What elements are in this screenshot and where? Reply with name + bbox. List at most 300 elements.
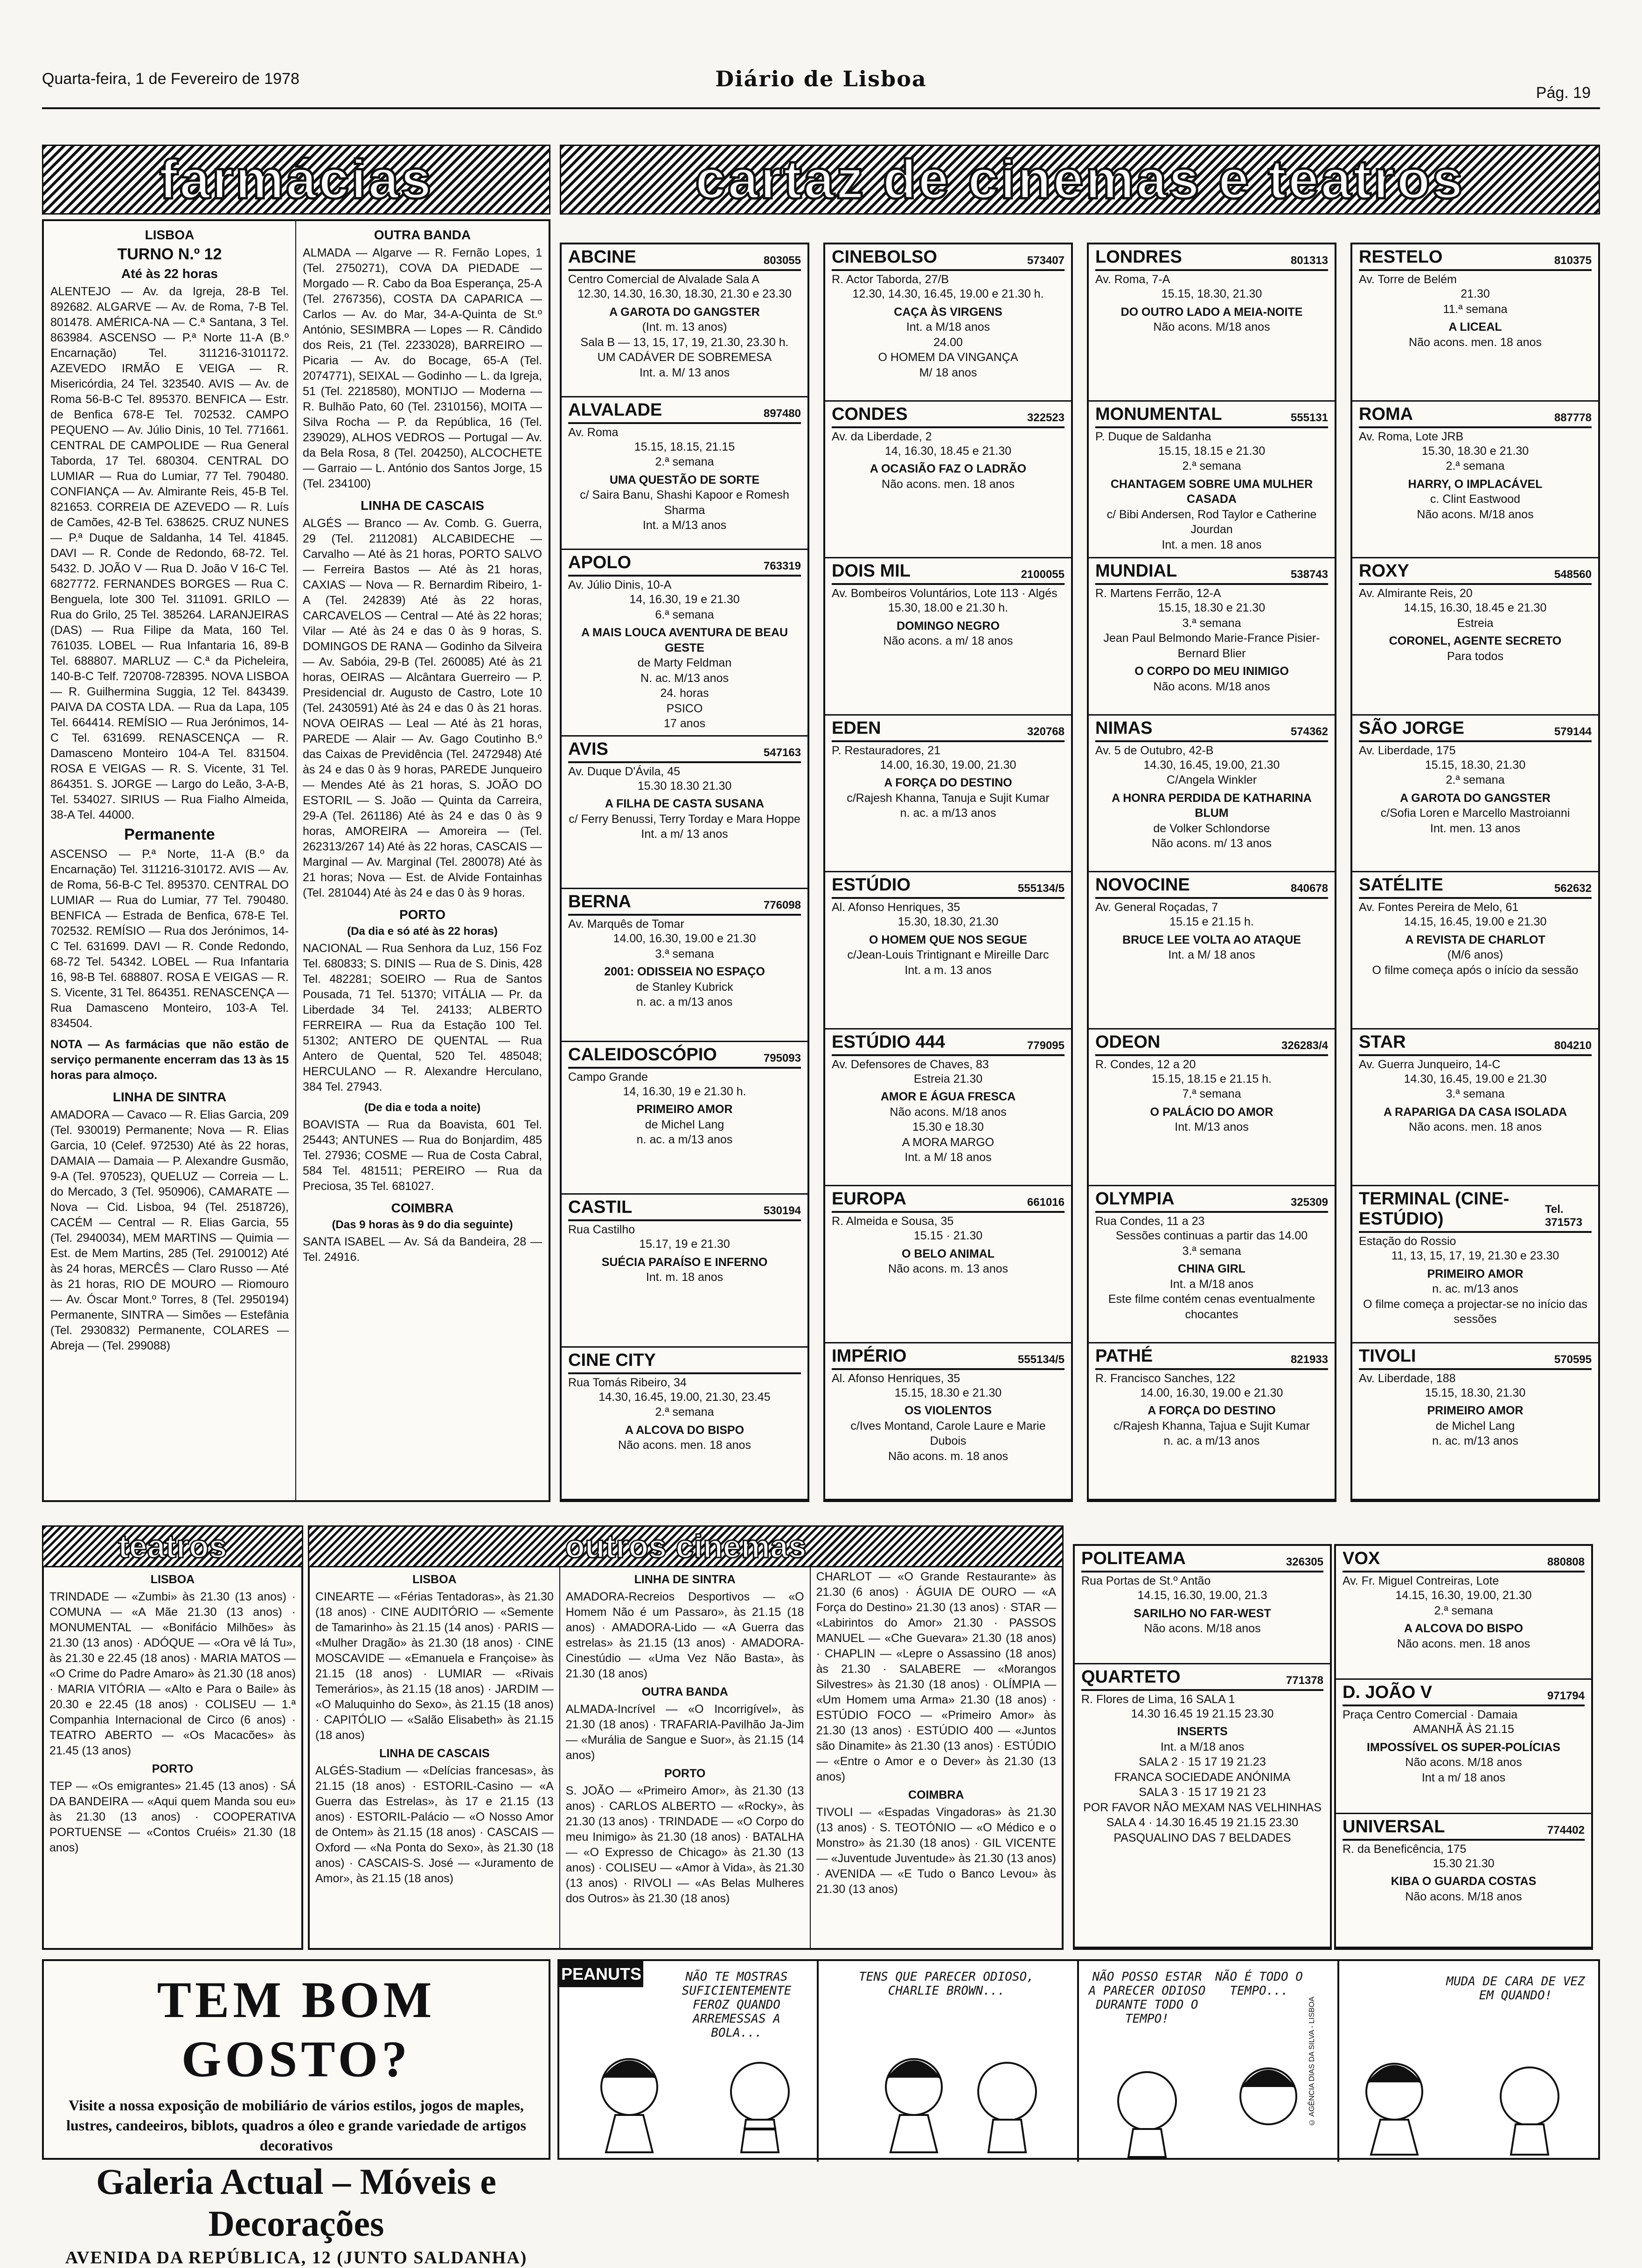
other-cinemas-box [308,1567,1064,1950]
cinema-header [1343,1817,1585,1841]
cinema-phone: 570595 [1554,1353,1592,1366]
cinema-phone: 804210 [1554,1039,1592,1052]
film-details: POR FAVOR NÃO MEXAM NAS VELHINHAS [1083,1801,1322,1814]
film-title: AMOR E ÁGUA FRESCA [880,1090,1016,1103]
film-title: A FILHA DE CASTA SUSANA [605,797,765,810]
session-times: 15.30 21.30 [1433,1857,1495,1870]
charlie-brown-figure [731,2063,789,2152]
cinema-column [1334,1544,1593,1950]
cinema-column [823,243,1073,1502]
film-details: Int. a M/18 anos [1169,1277,1254,1291]
film-title: PRIMEIRO AMOR [1427,1404,1524,1417]
cinema-header [1095,1032,1328,1056]
cinema-listing [562,1348,807,1501]
cinema-name: ROMA [1359,404,1413,424]
film-details: Não acons. m/ 13 anos [1151,837,1272,850]
session-times: 2.ª semana [655,1405,714,1419]
cinema-address: Av. da Liberdade, 2 [832,430,932,443]
film-details: Int. men. 13 anos [1430,821,1521,835]
film-details: Não acons. men. 18 anos [882,477,1015,491]
speech-bubble-1: NÃO TE MOSTRAS SUFICIENTEMENTE FEROZ QUANDO ARREMESSAS A BOLA... [682,1970,792,2040]
cinema-address: R. da Beneficência, 175 [1343,1842,1467,1856]
session-times: 7.ª semana [1182,1087,1241,1100]
theatres-banner [42,1525,303,1567]
film-title: UMA QUESTÃO DE SORTE [609,473,760,487]
closing-note: NOTA — As farmácias que não estão de serviço permanente encerram das 13 às 15 horas para almoço. [50,1038,289,1082]
cinema-listing [1352,244,1598,402]
session-times: 6.ª semana [655,608,714,621]
cinema-phone: 776098 [763,899,801,911]
cinema-phone: 320768 [1027,725,1065,738]
film-details: n. ac. m/13 anos [1432,1282,1518,1295]
cinema-listing [1352,872,1598,1030]
cinema-name: APOLO [568,553,632,572]
film-details: O filme começa após o início da sessão [1372,963,1579,977]
film-details: Não acons. M/18 anos [1417,508,1534,521]
session-times: 3.ª semana [1182,1244,1241,1258]
cinema-phone: Tel. 371573 [1545,1203,1583,1229]
film-details: Não acons. men. 18 anos [1409,335,1542,349]
cinema-name: RESTELO [1359,247,1443,267]
film-details: Int a m/ 18 anos [1421,1771,1506,1784]
cinema-phone: 322523 [1027,411,1065,424]
session-times: 15.15, 18.30 e 21.30 [1158,601,1266,614]
cinema-phone: 574362 [1290,725,1328,738]
cinema-listing [1352,1030,1598,1187]
cinema-header [568,1045,801,1069]
cinema-listing [1352,558,1598,716]
cinema-listing [1089,716,1335,873]
film-details: Int. a M/ 18 anos [904,1151,992,1164]
session-times: Jean Paul Belmondo Marie-France Pisier-Bernard Blier [1103,632,1320,660]
advert-text: Visite a nossa exposição de mobiliário de vários estilos, jogos de maples, lustres, candeeiros, biblots, quadros a óleo e grande variedade de artigos decorativos [66,2097,526,2154]
cinema-phone: 774402 [1547,1823,1585,1837]
cinema-address: R. Condes, 12 a 20 [1095,1057,1196,1071]
film-title: O BELO ANIMAL [901,1247,995,1260]
film-title: O HOMEM QUE NOS SEGUE [869,933,1027,946]
film-title: SARILHO NO FAR-WEST [1134,1607,1271,1620]
film-title: A RAPARIGA DA CASA ISOLADA [1383,1105,1567,1119]
film-details: c/Jean-Louis Trintignant e Mireille Darc [847,948,1049,961]
cinema-name: ABCINE [568,247,636,267]
cinema-name: NIMAS [1095,718,1153,738]
film-details: Não acons. men. 18 anos [1397,1637,1530,1650]
cinema-name: IMPÉRIO [832,1346,907,1366]
session-times: Sessões continuas a partir das 14.00 [1115,1229,1308,1242]
session-times: 11.ª semana [1443,302,1508,316]
furniture-advert [42,1959,550,2268]
film-title: A OCASIÃO FAZ O LADRÃO [870,462,1027,475]
cinema-phone: 547163 [763,746,801,759]
session-times: 14.30, 16.45, 19.00 e 21.30 [1404,1072,1547,1085]
film-details: M/ 18 anos [919,366,977,379]
cinema-header [1095,561,1328,585]
cinema-phone: 840678 [1290,882,1328,895]
others-cascais-list: ALGÉS-Stadium — «Delícias francesas», às 21.15 (18 anos) · ESTORIL-Casino — «A Guerra das Estrelas», às 17 e 21.15 (13 anos) · ESTORIL-Palácio — «O Nosso Amor de Ontem» às 21.15 (18 anos) · CASCAIS — Oxford — «Na Ponta do Sexo», às 21.30 (18 anos) · CASCAIS-S. José — «Juramento de Amor», às 21.15 (18 anos) [315,1764,554,1885]
film-details: 17 anos [664,717,705,730]
cinema-phone: 971794 [1547,1690,1585,1703]
cinema-address: Av. Roma, 7-A [1095,273,1170,286]
cinema-listing [825,872,1071,1030]
session-times: 15.15, 18.30, 21.30 [1425,758,1526,772]
session-times: 14.00, 16.30, 19.00 e 21.30 [613,932,756,945]
charlie-brown-figure-2 [978,2063,1036,2152]
cinema-listing [1336,1546,1591,1680]
porto-heading: PORTO [399,907,446,922]
cinema-header [832,1189,1065,1213]
film-title: HARRY, O IMPLACÁVEL [1408,477,1543,491]
session-times: AMANHÃ ÀS 21.15 [1413,1723,1514,1736]
film-title: A GAROTA DO GANGSTER [609,305,760,319]
session-times: 11, 13, 15, 17, 19, 21.30 e 23.30 [1391,1249,1559,1262]
session-times: C/Angela Winkler [1166,773,1257,786]
cinema-phone: 795093 [763,1051,801,1064]
charlie-brown-figure-4 [1501,2067,1559,2155]
peanuts-logo: PEANUTS [559,1961,643,1987]
film-details: Não acons. M/18 anos [1153,680,1270,693]
film-details: c/Rajesh Khanna, Tanuja e Sujit Kumar [847,791,1050,805]
others-coimbra-heading: COIMBRA [908,1788,964,1802]
film-title: A REVISTA DE CHARLOT [1405,933,1545,946]
film-details: O filme começa a projectar-se no início das sessões [1363,1297,1587,1326]
lucy-figure-2 [886,2059,942,2152]
comic-copyright: © AGÊNCIA DIAS DA SILVA - LISBOA [1308,1997,1316,2126]
cinemas-heading: cartaz de cinemas e teatros [695,149,1465,210]
film-details: c/Rajesh Khanna, Tajua e Sujit Kumar [1113,1419,1310,1433]
cinema-name: EDEN [832,718,881,738]
film-details: c/ Saira Banu, Shashi Kapoor e Romesh Sharma [580,488,789,517]
film-details: SALA 4 · 14.30 16.45 19 21.15 23.30 [1106,1816,1299,1830]
cinema-phone: 555134/5 [1017,882,1065,895]
film-title: CORONEL, AGENTE SECRETO [1389,634,1562,647]
session-times: 15.15, 18.30, 21.30 [1161,287,1262,300]
others-sintra-heading: LINHA DE SINTRA [634,1573,736,1586]
film-title: O CORPO DO MEU INIMIGO [1134,665,1289,678]
cinema-listing [1075,1546,1330,1664]
film-details: Não acons. m. 18 anos [888,1449,1009,1463]
others-lisboa-list: CINEARTE — «Férias Tentadoras», às 21.30 (18 anos) · CINE AUDITÓRIO — «Semente de Tamarinho» às 21.15 (14 anos) · PARIS — «Mulher Dragão» às 21.30 (18 anos) · CINE MOSCAVIDE — «Emanuela e Françoise» às 21.15 (18 anos) · LUMIAR — «Rivais Temerários», às 21.15 (18 anos) · JARDIM — «O Maluquinho do Sexo», às 21.15 (18 anos) · CAPITÓLIO — «Salão Elisabeth» às 21.15 (18 anos) [315,1590,554,1742]
film-title: PRIMEIRO AMOR [636,1103,733,1116]
cinema-name: CINE CITY [568,1350,656,1370]
film-details: SALA 2 · 15 17 19 21.23 [1139,1755,1266,1769]
theatres-lisboa-list: TRINDADE — «Zumbi» às 21.30 (13 anos) · COMUNA — «A Mãe 21.30 (13 anos) · MONUMENTAL — «Bonifácio Milhões» às 21.30 (13 anos) · ADÓQUE — «Ora vê lá Tu», às 21.30 e 22.45 (18 anos) · MARIA MATOS — «O Crime do Padre Amaro» às 21.30 (18 anos) · MARIA VITÓRIA — «Alto e Para o Baile» às 20.30 e 22.45 (18 anos) · COLISEU — 1.ª Companhia Internacional de Circo (6 anos) · TEATRO ABERTO — «Os Macacões» às 21.45 (13 anos) [49,1590,296,1757]
film-title: 2001: ODISSEIA NO ESPAÇO [604,965,765,978]
film-title: DOMINGO NEGRO [897,619,1000,633]
film-details: Não acons. M/18 anos [890,1105,1007,1119]
cinema-address: Av. Fontes Pereira de Melo, 61 [1359,901,1519,914]
cinema-listing [1352,402,1598,559]
cinema-header [1095,404,1328,428]
cinema-phone: 2100055 [1021,568,1065,581]
film-details: A MORA MARGO [902,1135,995,1149]
turno-number: TURNO N.º 12 [117,245,222,263]
porto-subheading: (Da dia e só até às 22 horas) [347,925,498,938]
film-details: c/Sofia Loren e Marcello Mastroianni [1380,807,1570,820]
cinema-phone: 887778 [1554,411,1592,424]
cinema-listing [562,889,807,1042]
film-details: Int. a men. 18 anos [1162,538,1262,551]
coimbra-subheading: (Das 9 horas às 9 do dia seguinte) [332,1218,513,1231]
film-details: Int. m. 18 anos [646,1271,724,1284]
film-details: N. ac. M/13 anos [640,671,729,685]
cinema-header [1095,1189,1328,1213]
film-details: Int. a M/13 anos [642,519,727,532]
session-times: 2.ª semana [655,455,714,468]
film-title: O PALÁCIO DO AMOR [1150,1105,1273,1119]
cinema-address: P. Duque de Saldanha [1095,430,1211,443]
cinema-listing [825,716,1071,873]
cinema-listing [1089,402,1335,559]
cinema-listing [562,737,807,890]
session-times: 15.15, 18.15 e 21.15 h. [1151,1072,1272,1085]
film-details: 24. horas [660,687,709,700]
cinema-address: R. Flores de Lima, 16 SALA 1 [1081,1692,1235,1706]
theatres-lisboa-heading: LISBOA [150,1573,195,1586]
cinema-header [568,739,801,763]
permanent-heading: Permanente [124,826,215,843]
film-details: Não acons. M/18 anos [1405,1890,1522,1903]
film-details: PASQUALINO DAS 7 BELDADES [1113,1831,1291,1844]
film-details: Não acons. men. 18 anos [1409,1120,1542,1134]
cinema-address: Estação do Rossio [1359,1235,1456,1248]
film-details: n. ac. a m/13 anos [636,1133,733,1146]
turno-hours: Até às 22 horas [121,266,218,281]
film-title: SUÉCIA PARAÍSO E INFERNO [601,1255,768,1269]
film-details: Int. a M/18 anos [906,320,990,334]
cinema-header [1081,1549,1323,1572]
film-details: Sala B — 13, 15, 17, 19, 21.30, 23.30 h. [580,335,789,349]
film-details: 24.00 [933,335,963,349]
permanent-pharmacies: ASCENSO — P.ª Norte, 11-A (B.º da Encarnação) Tel. 311216-310172. AVIS — Av. de Roma, 56-B-C Tel. 895370. CENTRAL DO LUMIAR — Rua do Lumiar, 77 Tel. 790480. BENFICA — Estrada de Benfica, 678-E Tel. 702532. REMÍSIO — Rua dos Jerónimos, 14-C Tel. 631699. DAVI — R. Conde Redondo, 68-72 Tel. 54342. LOBEL — Rua Infantaria 16, 98-B Tel. 688807. ROSA E VEIGAS — R. S. Vicente, 31 Tel. 864351. RENASCENÇA — Rua Damasceno Monteiro, 103-A Tel. 834504. [50,848,289,1030]
cinema-header [568,1350,801,1374]
comic-drawings [559,1961,1602,2162]
banda-heading: OUTRA BANDA [374,228,471,242]
cinema-listing [562,1042,807,1195]
cinema-listing [1336,1814,1591,1948]
cinema-name: ROXY [1359,561,1409,581]
film-title: A HONRA PERDIDA DE KATHARINA BLUM [1112,791,1312,820]
film-details: n. ac. a m/13 anos [636,995,733,1009]
others-porto-list: S. JOÃO — «Primeiro Amor», às 21.30 (13 anos) · CARLOS ALBERTO — «Rocky», às 21.30 (13 anos) · TRINDADE — «O Corpo do meu Inimigo» às 21.30 (18 anos) · BATALHA — «O Expresso de Chicago» às 21.30 (13 anos) · COLISEU — «Amor à Vida», às 21.30 (13 anos) · RIVOLI — «As Belas Mulheres dos Outros» às 21.30 (18 anos) [565,1784,804,1905]
speech-bubble-4: NÃO É TODO O TEMPO... [1215,1970,1303,1998]
masthead [42,56,1600,109]
lisboa-heading: LISBOA [145,228,195,242]
cinema-listing [1352,1186,1598,1343]
pharmacies-heading: farmácias [159,149,433,210]
session-times: 14, 16.30, 18.45 e 21.30 [884,444,1012,458]
cinema-header [832,875,1065,899]
session-times: 2.ª semana [1182,459,1241,473]
cinema-name: POLITEAMA [1081,1549,1186,1568]
film-details: de Stanley Kubrick [636,980,733,994]
cinema-address: R. Actor Taborda, 27/B [832,273,949,286]
pharmacies-banner [42,145,550,215]
session-times: 15.30 18.30 21.30 [637,779,732,793]
session-times: 15.15, 18.15, 21.15 [634,440,735,453]
pharmacy-listing [42,219,550,1502]
session-times: 14.00, 16.30, 19.00, 21.30 [880,758,1016,772]
cinema-name: CONDES [832,404,908,424]
cinema-name: ODEON [1095,1032,1161,1052]
cinema-name: DOIS MIL [832,561,911,581]
film-details: Int. a M/ 18 anos [1168,948,1255,961]
cinema-column [1087,243,1336,1502]
cinema-address: Praça Centro Comercial · Damaia [1343,1708,1518,1722]
cinema-header [568,1197,801,1221]
cinema-address: Av. Roma, Lote JRB [1359,430,1464,443]
cinema-phone: 880808 [1547,1556,1585,1568]
pharmacy-col-left [44,221,296,1500]
issue-date: Quarta-feira, 1 de Fevereiro de 1978 [42,70,299,88]
film-details: UM CADÁVER DE SOBREMESA [597,351,772,364]
cinema-listing [825,1030,1071,1187]
cascais-heading: LINHA DE CASCAIS [361,498,484,513]
banda-pharmacies: ALMADA — Algarve — R. Fernão Lopes, 1 (Tel. 2750271), COVA DA PIEDADE — Morgado — R. Cabo da Boa Esperança, 25-A (Tel. 2767356), COSTA DA CAPARICA — Carlos — Av. do Mar, 34-A-Quinta de St.º António, SESIMBRA — Lopes — R. Cândido dos Reis, 21 (Tel. 2233028), BARREIRO — Picaria — Av. do Bocage, 65-A (Tel. 2074771), SEIXAL — Godinho — L. da Igreja, 51 (Tel. 2218580), MONTIJO — Moderna — R. Bulhão Pato, 60 (Tel. 2310156), MOITA — Silva Rocha — P. da República, 16 (Tel. 239029), ALHOS VEDROS — Portugal — Av. da Bela Rosa, 8 (Tel. 204250), ALCOCHETE — Garraio — L. António dos Santos Jorge, 15 (Tel. 234100) [303,246,542,490]
cinema-address: Av. Guerra Junqueiro, 14-C [1359,1057,1501,1071]
session-times: 15.30, 18.00 e 21.30 h. [888,601,1009,614]
cinema-phone: 801313 [1290,254,1328,267]
session-times: 3.ª semana [1182,616,1241,630]
session-times: 14.15, 16.45, 19.00 e 21.30 [1404,915,1547,928]
cinema-name: OLYMPIA [1095,1189,1175,1209]
cinema-header [1359,247,1592,271]
cinema-listing [825,558,1071,716]
cinema-header [832,561,1065,585]
session-times: 2.ª semana [1434,1604,1493,1617]
cinema-name: SÃO JORGE [1359,718,1464,738]
film-details: Este filme contém cenas eventualmente chocantes [1108,1293,1315,1321]
film-details: Não acons. M/18 anos [1153,320,1270,334]
cinema-name: BERNA [568,892,632,911]
others-banda-heading: OUTRA BANDA [641,1685,728,1698]
speech-bubble-2: TENS QUE PARECER ODIOSO, CHARLIE BROWN... [859,1970,1034,1998]
cinema-header [1343,1683,1585,1706]
film-details: 15.30 e 18.30 [912,1120,984,1134]
session-times: 15.15 e 21.15 h. [1169,915,1254,928]
cinema-listing [1089,1030,1335,1187]
cinema-header [568,553,801,577]
cinema-address: Centro Comercial de Alvalade Sala A [568,273,759,286]
film-details: Não acons. m. 13 anos [888,1262,1009,1275]
film-title: OS VIOLENTOS [904,1404,992,1417]
coimbra-heading: COIMBRA [391,1201,454,1215]
cinema-name: VOX [1343,1549,1380,1568]
cinema-phone: 661016 [1027,1196,1065,1209]
cinema-address: Al. Afonso Henriques, 35 [832,1371,960,1385]
cinema-address: Av. Torre de Belém [1359,273,1457,286]
cinema-header [1359,1346,1592,1370]
cinema-name: UNIVERSAL [1343,1816,1445,1837]
cinema-address: Av. Marquês de Tomar [568,918,684,931]
cinema-address: Rua Portas de St.º Antão [1081,1574,1211,1587]
session-times: 15.30, 18.30 e 21.30 [1421,444,1529,458]
theatres-porto-heading: PORTO [152,1762,194,1775]
film-title: A ALCOVA DO BISPO [625,1423,744,1437]
cinema-address: R. Almeida e Sousa, 35 [832,1215,954,1228]
cinema-address: Rua Castilho [568,1223,635,1236]
cinema-header [1359,561,1592,585]
others-lisboa-heading: LISBOA [412,1573,457,1586]
cinema-header [568,400,801,424]
page-number: Pág. 19 [1536,84,1591,102]
cinema-address: Av. Almirante Reis, 20 [1359,587,1473,600]
film-details: PSICO [666,702,703,715]
cinema-address: Av. Roma [568,425,619,439]
charlie-brown-figure-3 [1118,2072,1176,2157]
cinema-column [1073,1544,1332,1950]
cinema-address: Av. Júlio Dinis, 10-A [568,578,672,591]
cinema-header [1081,1667,1323,1691]
film-details: n. ac. m/13 anos [1432,1434,1518,1447]
film-details: Não acons. a m/ 18 anos [883,634,1013,647]
session-times: 15.15, 18.30 e 21.30 [894,1386,1002,1399]
cinema-name: CALEIDOSCÓPIO [568,1044,717,1064]
film-details: Não acons. men. 18 anos [618,1439,751,1452]
cinema-name: ALVALADE [568,400,662,420]
theatres-heading: teatros [118,1528,227,1565]
cinema-header [1095,718,1328,742]
session-times: 14.00, 16.30, 19.00 e 21.30 [1140,1386,1283,1399]
cinema-header [832,718,1065,742]
cinema-phone: 530194 [763,1204,801,1217]
cinema-name: MONUMENTAL [1095,404,1222,424]
session-times: 2.ª semana [1446,773,1505,786]
cinema-listing [1089,244,1335,402]
lucy-figure [601,2059,657,2152]
film-details: c. Clint Eastwood [1430,493,1521,506]
session-times: 12.30, 14.30, 16.30, 18.30, 21.30 e 23.30 [577,287,792,300]
cinema-phone: 579144 [1554,725,1592,738]
cinema-phone: 771378 [1286,1674,1323,1687]
cinema-name: TERMINAL (CINE-ESTÚDIO) [1359,1189,1510,1229]
session-times: 14.30 16.45 19 21.15 23.30 [1131,1707,1274,1720]
film-title: DO OUTRO LADO A MEIA-NOITE [1120,305,1303,319]
film-title: A MAIS LOUCA AVENTURA DE BEAU GESTE [581,626,788,654]
cinema-header [832,1032,1065,1056]
film-title: CHINA GIRL [1178,1262,1245,1275]
cinema-listing [1089,872,1335,1030]
cinema-name: ESTÚDIO [832,875,911,895]
cinema-header [1359,718,1592,742]
sintra-pharmacies: AMADORA — Cavaco — R. Elias Garcia, 209 (Tel. 930019) Permanente; Nova — R. Elias Garcia, 10 (Celef. 972530) Até às 22 horas, DAMAIA — Damaia — P. Alexandre Gusmão, 9-A (Tel. 970523), QUELUZ — Correia — L. do Mercado, 3 (Tel. 950906), CAMARATE — Nova — Cid. Lisboa, 94 (Tel. 2518726), CACÉM — Central — R. Elias Garcia, 55 (Tel. 2940034), MEM MARTINS — Quimia — Est. de Mem Martins, 285 (Tel. 2910012) Até às 24 horas, MERCÊS — Claro Russo — Até às 21 horas, RIO DE MOURO — Riomouro — Av. Óscar Mont.º Torres, 8 (Tel. 2950194) Permanente, SINTRA — Simões — Estefânia (Tel. 2930832) Permanente, COLARES — Abreja — (Tel. 299088) [50,1108,289,1352]
film-details: de Marty Feldman [637,656,732,669]
others-cascais-heading: LINHA DE CASCAIS [379,1747,490,1760]
film-details: Int. a. M/ 13 anos [639,366,730,379]
cinema-name: PATHÉ [1095,1346,1153,1366]
others-banda-list: ALMADA-Incrível — «O Incorrigível», às 21.30 (18 anos) · TRAFARIA-Pavilhão Ja-Jim — «Murália de Sangue e Suor», às 21.15 (14 anos) [565,1703,804,1762]
film-details: Não acons. M/18 anos [1144,1622,1261,1635]
cinema-name: STAR [1359,1032,1406,1052]
others-porto-heading: PORTO [664,1767,706,1780]
advert-name: Galeria Actual – Móveis e Decorações [96,2161,496,2244]
film-details: c/Ives Montand, Carole Laure e Marie Dubois [850,1419,1046,1447]
cinema-name: NOVOCINE [1095,875,1190,895]
film-details: Não acons. M/18 anos [1405,1756,1522,1769]
porto-night-pharmacies: BOAVISTA — Rua da Boavista, 601 Tel. 25443; ANTUNES — Rua do Bonjardim, 485 Tel. 27936; COSME — Rua de Costa Cabral, 584 Tel. 481511; PEREIRO — Rua da Preciosa, 35 Tel. 681027. [303,1118,542,1193]
cinema-phone: 803055 [763,254,801,267]
session-times: 21.30 [1461,287,1490,300]
theatres-box [42,1567,303,1950]
cascais-pharmacies: ALGÉS — Branco — Av. Comb. G. Guerra, 29 (Tel. 2112081) ALCABIDECHE — Carvalho — Até às 21 horas, PORTO SALVO — Ferreira Bastos — Até às 21 horas, CAXIAS — Nova — R. Bernardim Ribeiro, 1-A (Tel. 242839) Até às 22 horas, CARCAVELOS — Central — Até às 22 horas; Vilar — Até às 24 e das 0 às 9 horas, S. DOMINGOS DE RANA — Godinho da Silveira — Av. Sabóia, 29-B (Tel. 260085) Até às 21 horas, OEIRAS — Alcântara Guerreiro — P. Presidencial dr. Augusto de Castro, Lote 10 (Tel. 2430591) Até às 24 e das 0 às 21 horas. NOVA OEIRAS — Leal — Até às 21 horas, PAREDE — Alair — Av. Gago Coutinho B.º das Caixas de Previdência (Tel. 2472948) Até às 24 e das 0 às 9 horas, PAREDE Junqueiro — Mendes Até às 21 horas, S. JOÃO DO ESTORIL — S. João — Quinta da Carreira, 29-A (Tel. 261186) Até às 24 e das 0 às 9 horas, AMOREIRA — Amoreira — (Tel. 262313/267 14) Até às 22 horas, CASCAIS — Marginal — Av. Marginal (Tel. 280078) Até às 21 horas; Nova — Est. de Alvide Fontainhas (Tel. 281044) Até às 24 e das 0 às 9 horas. [303,517,542,899]
cinema-phone: 326305 [1286,1556,1323,1568]
session-times: 14.15, 16.30, 19.00, 21.3 [1137,1589,1267,1602]
cinema-address: Av. Duque D'Ávila, 45 [568,765,681,778]
cinema-phone: 326283/4 [1281,1039,1328,1052]
session-times: 15.17, 19 e 21.30 [639,1238,730,1251]
cinema-header [1343,1549,1585,1572]
cinema-listing [1336,1680,1591,1814]
film-details: c/ Ferry Benussi, Terry Torday e Mara Hoppe [569,812,800,826]
